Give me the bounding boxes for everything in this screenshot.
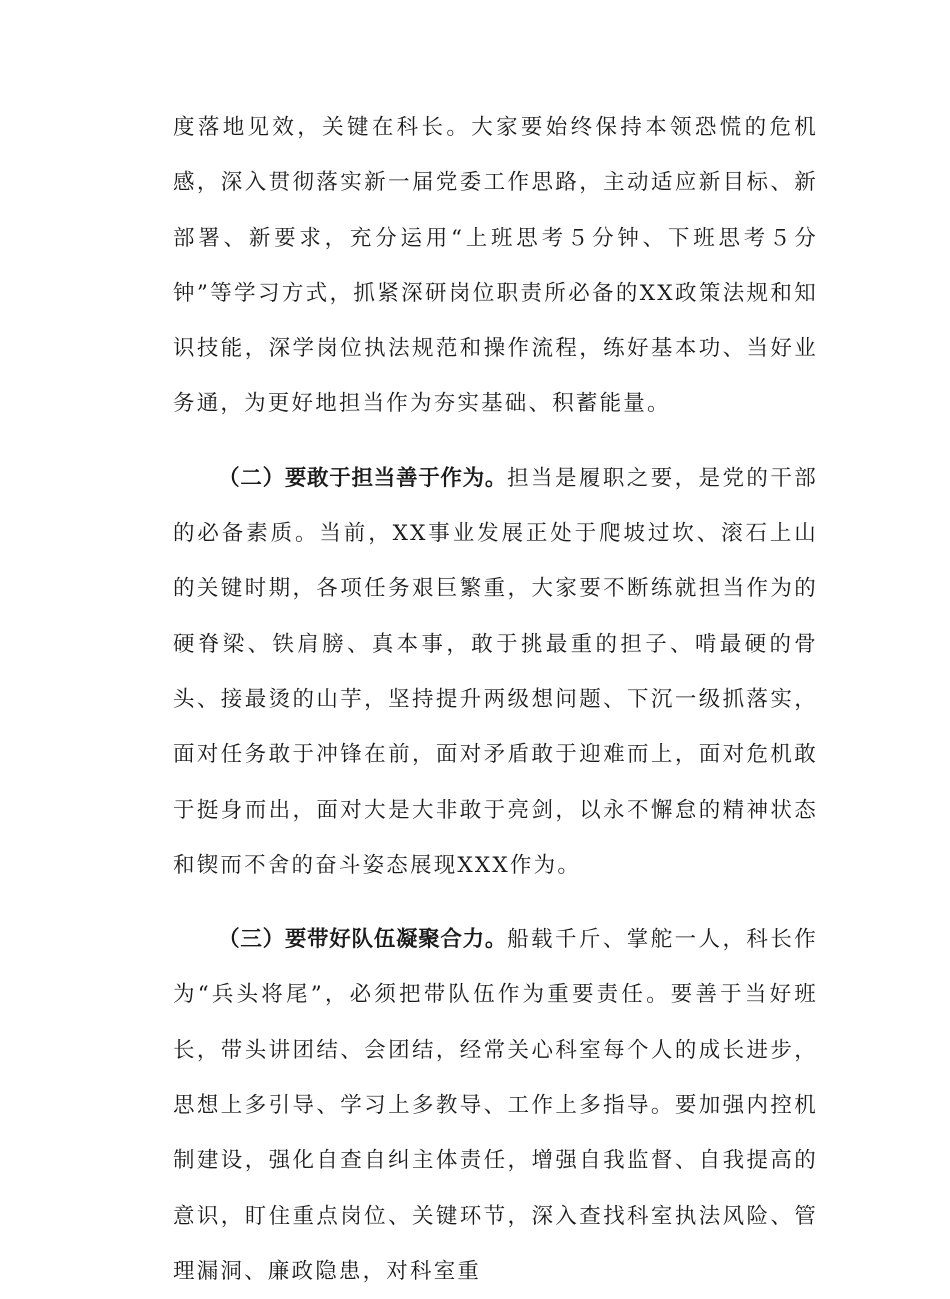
paragraph-text: 船载千斤、掌舵一人，科长作为“兵头将尾”，必须把带队伍作为重要责任。要善于当好班长，带头讲团结、会团结，经常关心科室每个人的成长进步，思想上多引导、学习上多教导、工作上多指导。要加强内控机制建设，强化自查自纠主体责任，增强自我监督、自我提高的意识，盯住重点岗位、关键环节，深入查找科室执法风险、管理漏洞、廉政隐患，对科室重 (173, 927, 818, 1284)
section-heading-three: （三）要带好队伍凝聚合力。 (218, 927, 508, 953)
paragraph-text: 度落地见效，关键在科长。大家要始终保持本领恐慌的危机感，深入贯彻落实新一届党委工作思路，主动适应新目标、新部署、新要求，充分运用“上班思考５分钟、下班思考５分钟”等学习方式，抓紧深研岗位职责所必备的XX政策法规和知识技能，深学岗位执法规范和操作流程，练好基本功、当好业务通，为更好地担当作为夯实基础、积蓄能量。 (173, 115, 818, 417)
paragraph-continuation (173, 100, 818, 432)
paragraph-text: 担当是履职之要，是党的干部的必备素质。当前，XX事业发展正处于爬坡过坎、滚石上山的关键时期，各项任务艰巨繁重，大家要不断练就担当作为的硬脊梁、铁肩膀、真本事，敢于挑最重的担子、啃最硬的骨头、接最烫的山芋，坚持提升两级想问题、下沉一级抓落实，面对任务敢于冲锋在前，面对矛盾敢于迎难而上，面对危机敢于挺身而出，面对大是大非敢于亮剑，以永不懈怠的精神状态和锲而不舍的奋斗姿态展现XXX作为。 (173, 465, 818, 878)
paragraph-section-three (173, 912, 818, 1299)
section-heading-two: （二）要敢于担当善于作为。 (218, 465, 508, 491)
document-body (173, 100, 818, 1299)
paragraph-section-two (173, 451, 818, 893)
